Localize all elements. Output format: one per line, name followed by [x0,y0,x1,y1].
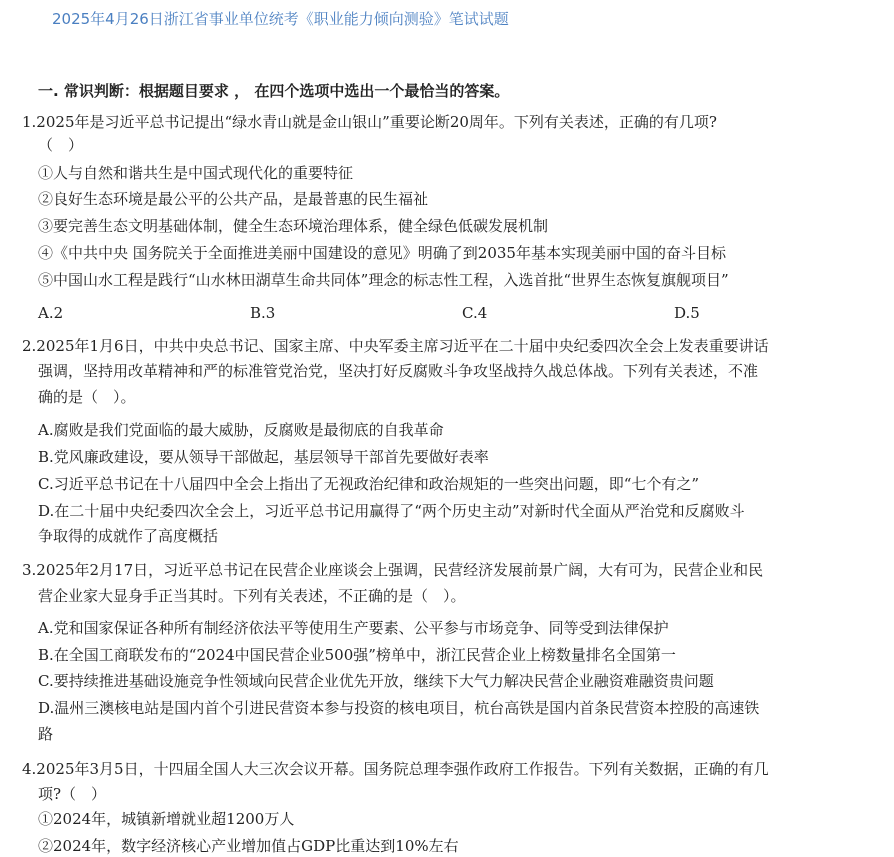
q1-item-1: ①人与自然和谐共生是中国式现代化的重要特征 [38,164,354,182]
q1-item-2: ②良好生态环境是最公平的公共产品，是最普惠的民生福祉 [38,190,429,208]
q1-item-4: ④《中共中央 国务院关于全面推进美丽中国建设的意见》明确了到2035年基本实现美丽中国的奋斗目标 [38,244,726,262]
q2-option-b[interactable]: B.党风廉政建设，要从领导干部做起，基层领导干部首先要做好表率 [38,448,489,466]
q1-item-3: ③要完善生态文明基础体制，健全生态环境治理体系，健全绿色低碳发展机制 [38,217,549,235]
q1-option-b[interactable]: B.3 [250,304,276,322]
q3-option-a[interactable]: A.党和国家保证各种所有制经济依法平等使用生产要素、公平参与市场竞争、同等受到法律保护 [38,619,669,637]
q2-stem-line3: 确的是（ ）。 [38,388,136,406]
q3-option-b[interactable]: B.在全国工商联发布的“2024中国民营企业500强”榜单中，浙江民营企业上榜数量排名全国第一 [38,646,676,664]
q3-stem-line1: 3.2025年2月17日，习近平总书记在民营企业座谈会上强调，民营经济发展前景广阔，大有可为，民营企业和民 [22,561,764,579]
q4-item-1: ①2024年，城镇新增就业超1200万人 [38,810,295,828]
q1-option-c[interactable]: C.4 [462,304,488,322]
q2-stem-line2: 强调，坚持用改革精神和严的标准管党治党，坚决打好反腐败斗争攻坚战持久战总体战。下列有关表述，不准 [38,362,759,380]
q3-option-d-line1[interactable]: D.温州三澳核电站是国内首个引进民营资本参与投资的核电项目，杭台高铁是国内首条民营资本控股的高速铁 [38,699,760,717]
q4-stem-line1: 4.2025年3月5日，十四届全国人大三次会议开幕。国务院总理李强作政府工作报告。下列有关数据，正确的有几 [22,760,769,778]
q3-option-c[interactable]: C.要持续推进基础设施竞争性领域向民营企业优先开放，继续下大气力解决民营企业融资难融资贵问题 [38,672,714,690]
section-heading: 一. 常识判断：根据题目要求 ， 在四个选项中选出一个最恰当的答案。 [38,82,510,100]
q2-option-d-line2[interactable]: 争取得的成就作了高度概括 [38,527,219,545]
q3-option-d-line2[interactable]: 路 [38,725,54,743]
q2-stem-line1: 2.2025年1月6日，中共中央总书记、国家主席、中央军委主席习近平在二十届中央纪委四次全会上发表重要讲话 [22,337,769,355]
document-title: 2025年4月26日浙江省事业单位统考《职业能力倾向测验》笔试试题 [52,10,509,28]
q2-option-d-line1[interactable]: D.在二十届中央纪委四次全会上，习近平总书记用赢得了“两个历史主动”对新时代全面从严治党和反腐败斗 [38,502,745,520]
q3-stem-line2: 营企业家大显身手正当其时。下列有关表述，不正确的是（ ）。 [38,587,466,605]
q2-option-c[interactable]: C.习近平总书记在十八届四中全会上指出了无视政治纪律和政治规矩的一些突出问题，即“七个有之” [38,475,700,493]
q1-option-d[interactable]: D.5 [674,304,700,322]
q1-stem-line2: （ ） [38,136,84,154]
q1-item-5: ⑤中国山水工程是践行“山水林田湖草生命共同体”理念的标志性工程，入选首批“世界生态恢复旗舰项目” [38,271,729,289]
q1-stem-line1: 1.2025年是习近平总书记提出“绿水青山就是金山银山”重要论断20周年。下列有关表述，正确的有几项? [22,113,717,131]
q4-item-2: ②2024年，数字经济核心产业增加值占GDP比重达到10%左右 [38,837,459,855]
q4-stem-line2: 项?（ ） [38,785,107,803]
q1-option-a[interactable]: A.2 [38,304,64,322]
q2-option-a[interactable]: A.腐败是我们党面临的最大威胁，反腐败是最彻底的自我革命 [38,421,444,439]
